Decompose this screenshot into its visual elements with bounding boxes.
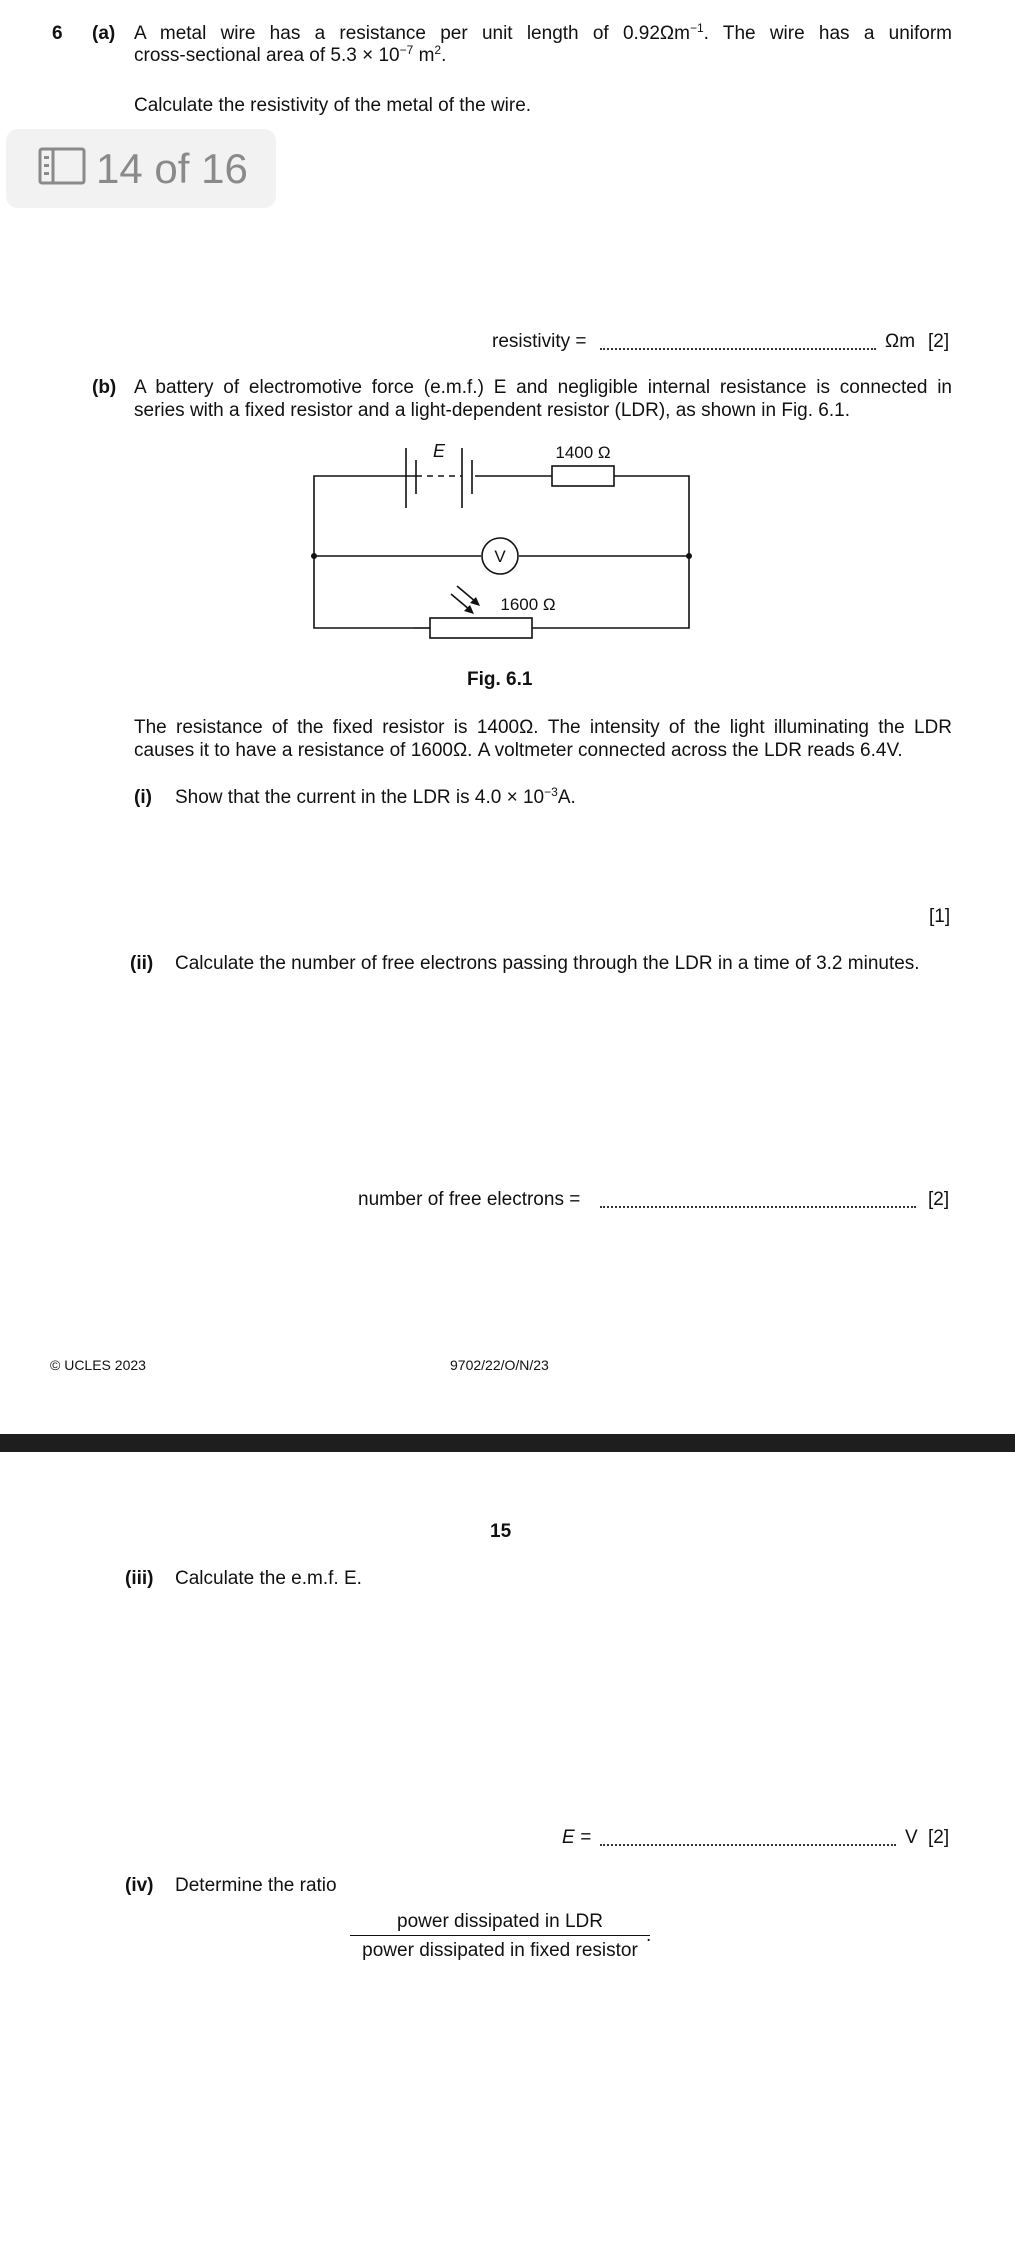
part-iii-label: (iii)	[125, 1568, 154, 1589]
resistivity-unit: Ωm	[885, 331, 916, 352]
part-b-line2: series with a fixed resistor and a light-dependent resistor (LDR), as shown in Fig. 6.1.	[134, 400, 850, 421]
figure-caption: Fig. 6.1	[467, 669, 533, 690]
ratio-numerator: power dissipated in LDR	[350, 1910, 650, 1936]
part-b-label: (b)	[92, 377, 117, 398]
footer-code: 9702/22/O/N/23	[450, 1357, 549, 1373]
part-a-label: (a)	[92, 23, 116, 44]
part-ii-label: (ii)	[130, 953, 154, 974]
part-a-line1: A metal wire has a resistance per unit length of $0.92\Omega m^{-1}$. The wire has a uniform	[134, 21, 952, 44]
page-indicator[interactable]	[6, 129, 276, 208]
part-i-text: Show that the current in the LDR is $4.0 \times 10^{-3}A$.	[175, 785, 576, 808]
light-arrows-icon	[451, 586, 476, 610]
part-b-line1: A battery of electromotive force (e.m.f.) E and negligible internal resistance is connected in	[134, 377, 952, 398]
part-iii-marks: [2]	[928, 1827, 950, 1848]
fixed-resistor-label: 1400 Ω	[555, 443, 611, 462]
electrons-answer-label: number of free electrons =	[358, 1189, 581, 1210]
part-ii-marks: [2]	[928, 1189, 950, 1210]
sidebar-pages-icon[interactable]	[38, 146, 86, 191]
emf-label: E	[432, 441, 446, 461]
electrons-answer-line[interactable]	[600, 1190, 916, 1208]
page-indicator-text: 14 of 16	[96, 144, 248, 192]
power-ratio-fraction	[350, 1910, 650, 1962]
circuit-diagram	[300, 438, 710, 648]
part-a-instruction: Calculate the resistivity of the metal of the wire.	[134, 95, 532, 116]
page-number: 15	[490, 1521, 512, 1542]
part-a-marks: [2]	[928, 331, 950, 352]
resistivity-answer-label: resistivity =	[492, 331, 587, 352]
ratio-end: .	[646, 1925, 652, 1946]
emf-unit: V	[905, 1827, 918, 1848]
resistivity-answer-line[interactable]	[600, 332, 876, 350]
part-iii-text: Calculate the e.m.f. E.	[175, 1568, 362, 1589]
ratio-denominator: power dissipated in fixed resistor	[362, 1940, 638, 1961]
part-a-line2: cross-sectional area of $5.3 \times 10^{-7}$ $m^2$.	[134, 43, 447, 66]
part-ii-text: Calculate the number of free electrons passing through the LDR in a time of 3.2 minutes.	[175, 953, 920, 974]
footer-copyright: © UCLES 2023	[50, 1357, 146, 1373]
ldr-label: 1600 Ω	[500, 595, 556, 614]
voltmeter-label: V	[494, 547, 506, 566]
emf-answer-line[interactable]	[600, 1828, 896, 1846]
question-number: 6	[52, 23, 63, 44]
emf-answer-label: E =	[562, 1827, 592, 1848]
part-i-marks: [1]	[929, 906, 951, 927]
part-b-paragraph-line1: The resistance of the fixed resistor is 1400Ω. The intensity of the light illuminating the LDR	[134, 717, 952, 738]
ldr-resistor	[430, 618, 532, 638]
part-iv-text: Determine the ratio	[175, 1875, 337, 1896]
part-b-paragraph-line2: causes it to have a resistance of 1600Ω. A voltmeter connected across the LDR reads 6.4V.	[134, 740, 903, 761]
fixed-resistor	[552, 466, 614, 486]
page-divider	[0, 1434, 1015, 1452]
part-iv-label: (iv)	[125, 1875, 154, 1896]
part-i-label: (i)	[134, 787, 152, 808]
